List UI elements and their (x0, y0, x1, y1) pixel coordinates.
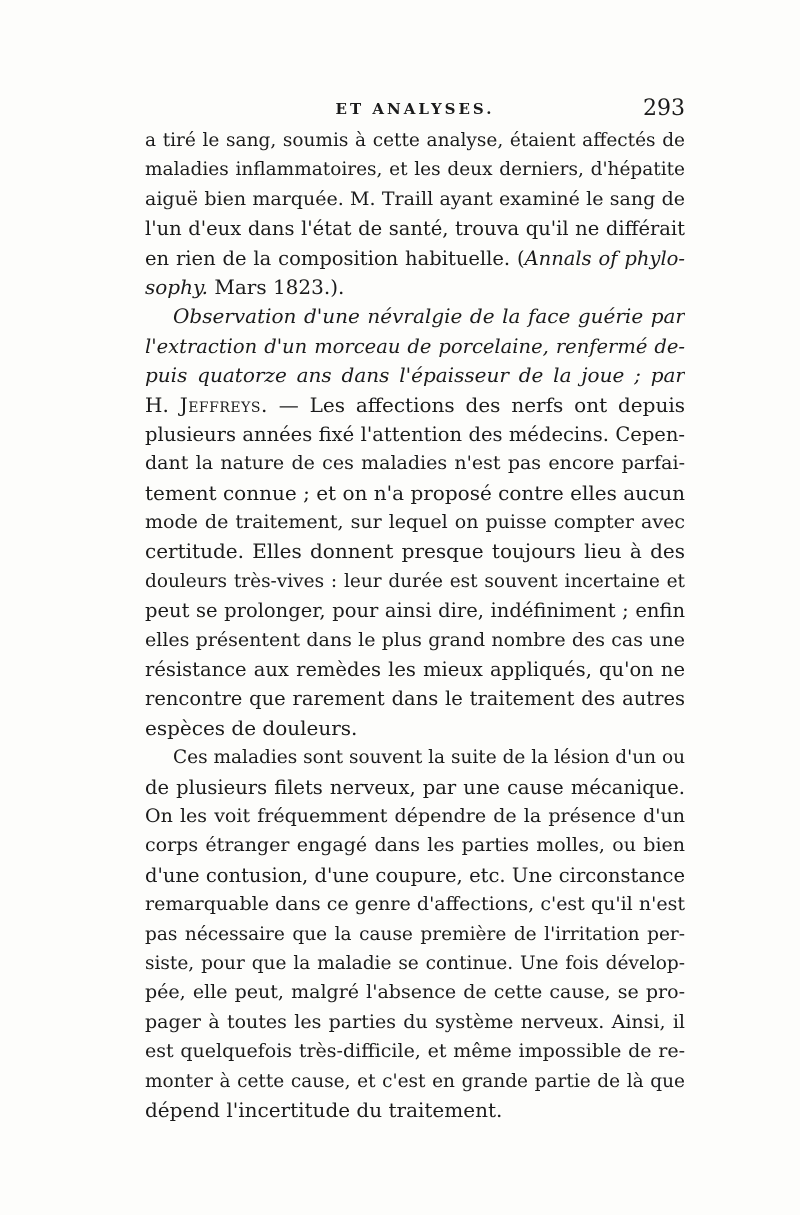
text-line: aiguë bien marquée. M. Traill ayant examiné le sang de (145, 187, 685, 210)
article-title-line: puis quatorze ans dans l'épaisseur de la joue ; par (145, 363, 685, 388)
article-title-line: Observation d'une névralgie de la face guérie par (173, 304, 685, 329)
text-line: l'un d'eux dans l'état de santé, trouva qu'il ne différait (145, 217, 685, 241)
text-line (145, 391, 685, 420)
article-title-line: l'extraction d'un morceau de porcelaine, renfermé de- (145, 334, 685, 358)
text-line (145, 273, 685, 302)
text-line: On les voit fréquemment dépendre de la présence d'un (145, 804, 685, 827)
text-line: rencontre que rarement dans le traitement des autres (145, 687, 685, 711)
text-line: remarquable dans ce genre d'affections, c'est qu'il n'est (145, 893, 685, 916)
text-line: maladies inflammatoires, et les deux derniers, d'hépatite (145, 159, 685, 181)
author-name: Jeffreys. (179, 392, 268, 417)
citation-date: Mars 1823.). (208, 274, 345, 299)
text-line (145, 244, 685, 273)
text-line: dépend l'incertitude du traitement. (145, 1097, 503, 1122)
text-line: elles présentent dans le plus grand nombre des cas une (145, 628, 685, 651)
page-header (145, 96, 685, 126)
running-title: ET ANALYSES. (335, 100, 495, 118)
text-segment: en rien de la composition habituelle. ( (145, 246, 525, 270)
text-line: pas nécessaire que la cause première de l'irritation per- (145, 923, 685, 945)
text-line: pager à toutes les parties du système nerveux. Ainsi, il (145, 1010, 685, 1033)
text-line: Ces maladies sont souvent la suite de la lésion d'un ou (173, 747, 685, 769)
text-line: résistance aux remèdes les mieux appliqués, qu'on ne (145, 658, 685, 682)
text-line: tement connue ; et on n'a proposé contre elles aucun (145, 480, 685, 505)
citation-journal: Annals of phylo- (524, 246, 685, 270)
text-line: douleurs très-vives : leur durée est souvent incertaine et (145, 570, 685, 592)
text-line: d'une contusion, d'une coupure, etc. Une circonstance (145, 863, 685, 887)
body-text (145, 126, 685, 1125)
text-line: monter à cette cause, et c'est en grande partie de là que (145, 1070, 685, 1092)
text-line: de plusieurs filets nerveux, par une cause mécanique. (145, 775, 685, 799)
text-line: plusieurs années fixé l'attention des médecins. Cepen- (145, 422, 685, 446)
page-number: 293 (643, 96, 685, 121)
text-line: certitude. Elles donnent presque toujours lieu à des (145, 539, 685, 564)
author-initial: H. (145, 392, 180, 417)
text-line: dant la nature de ces maladies n'est pas encore parfai- (145, 452, 685, 475)
text-line: a tiré le sang, soumis à cette analyse, étaient affectés de (145, 130, 685, 151)
citation-journal-end: sophy. (145, 274, 208, 299)
text-line: espèces de douleurs. (145, 715, 358, 740)
text-segment: — Les affections des nerfs ont depuis (267, 392, 685, 417)
text-line: siste, pour que la maladie se continue. Une fois dévelop- (145, 952, 685, 974)
text-line: peut se prolonger, pour ainsi dire, indéfiniment ; enfin (145, 599, 685, 623)
text-line: est quelquefois très-difficile, et même impossible de re- (145, 1040, 685, 1063)
text-line: pée, elle peut, malgré l'absence de cette cause, se pro- (145, 981, 685, 1004)
text-line: corps étranger engagé dans les parties molles, ou bien (145, 834, 685, 857)
text-line: mode de traitement, sur lequel on puisse compter avec (145, 511, 685, 534)
